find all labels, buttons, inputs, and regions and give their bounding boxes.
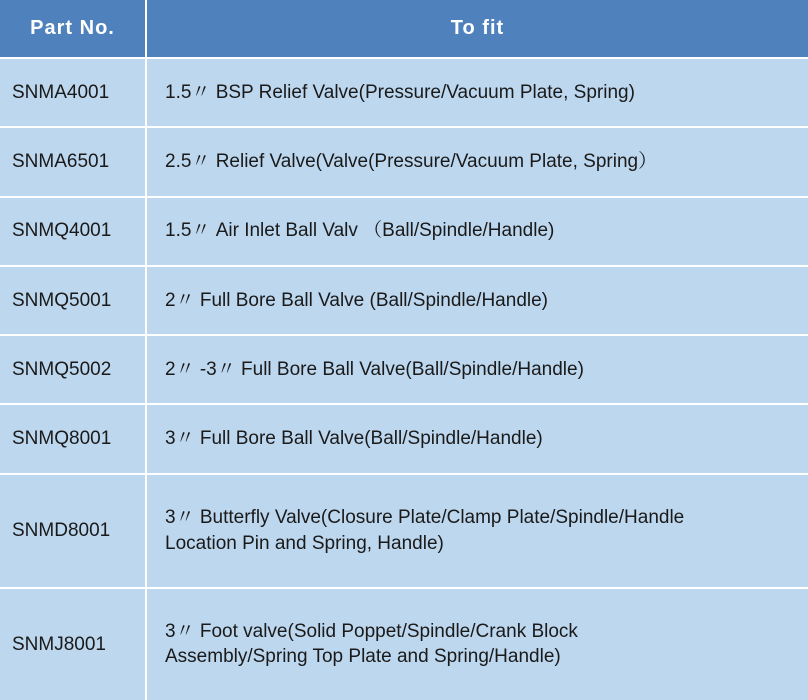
to-fit-line: 1.5〃 Air Inlet Ball Valv （Ball/Spindle/Handle): [165, 220, 555, 242]
table-row: [0, 58, 808, 127]
to-fit-line: 2〃 -3〃 Full Bore Ball Valve(Ball/Spindle/Handle): [165, 358, 584, 380]
to-fit-line: Assembly/Spring Top Plate and Spring/Handle): [165, 646, 561, 668]
cell-to-fit: [146, 266, 808, 335]
to-fit-line: Location Pin and Spring, Handle): [165, 532, 444, 554]
cell-part-no: SNMQ4001: [0, 197, 146, 266]
table-row: [0, 335, 808, 404]
cell-part-no: SNMD8001: [0, 474, 146, 588]
table-row: [0, 266, 808, 335]
to-fit-line: 3〃 Butterfly Valve(Closure Plate/Clamp Plate/Spindle/Handle: [165, 506, 685, 528]
cell-part-no: SNMQ5001: [0, 266, 146, 335]
table-header-row: [0, 0, 808, 58]
cell-to-fit: [146, 335, 808, 404]
cell-to-fit: [146, 197, 808, 266]
to-fit-line: 2.5〃 Relief Valve(Valve(Pressure/Vacuum Plate, Spring）: [165, 151, 658, 173]
cell-to-fit: [146, 127, 808, 196]
cell-to-fit: [146, 58, 808, 127]
table-row: [0, 197, 808, 266]
cell-part-no: SNMA6501: [0, 127, 146, 196]
column-header-part-no: Part No.: [0, 0, 146, 58]
to-fit-line: 1.5〃 BSP Relief Valve(Pressure/Vacuum Plate, Spring): [165, 81, 635, 103]
to-fit-line: 2〃 Full Bore Ball Valve (Ball/Spindle/Handle): [165, 289, 548, 311]
table-row: [0, 588, 808, 700]
column-header-to-fit: To fit: [146, 0, 808, 58]
table-body: [0, 58, 808, 700]
cell-to-fit: [146, 588, 808, 700]
to-fit-line: 3〃 Full Bore Ball Valve(Ball/Spindle/Handle): [165, 428, 543, 450]
to-fit-line: 3〃 Foot valve(Solid Poppet/Spindle/Crank Block: [165, 620, 578, 642]
table-row: [0, 127, 808, 196]
cell-part-no: SNMJ8001: [0, 588, 146, 700]
cell-part-no: SNMQ5002: [0, 335, 146, 404]
cell-to-fit: [146, 404, 808, 473]
cell-part-no: SNMQ8001: [0, 404, 146, 473]
cell-to-fit: [146, 474, 808, 588]
table-header: [0, 0, 808, 58]
table-row: [0, 474, 808, 588]
cell-part-no: SNMA4001: [0, 58, 146, 127]
table-row: [0, 404, 808, 473]
